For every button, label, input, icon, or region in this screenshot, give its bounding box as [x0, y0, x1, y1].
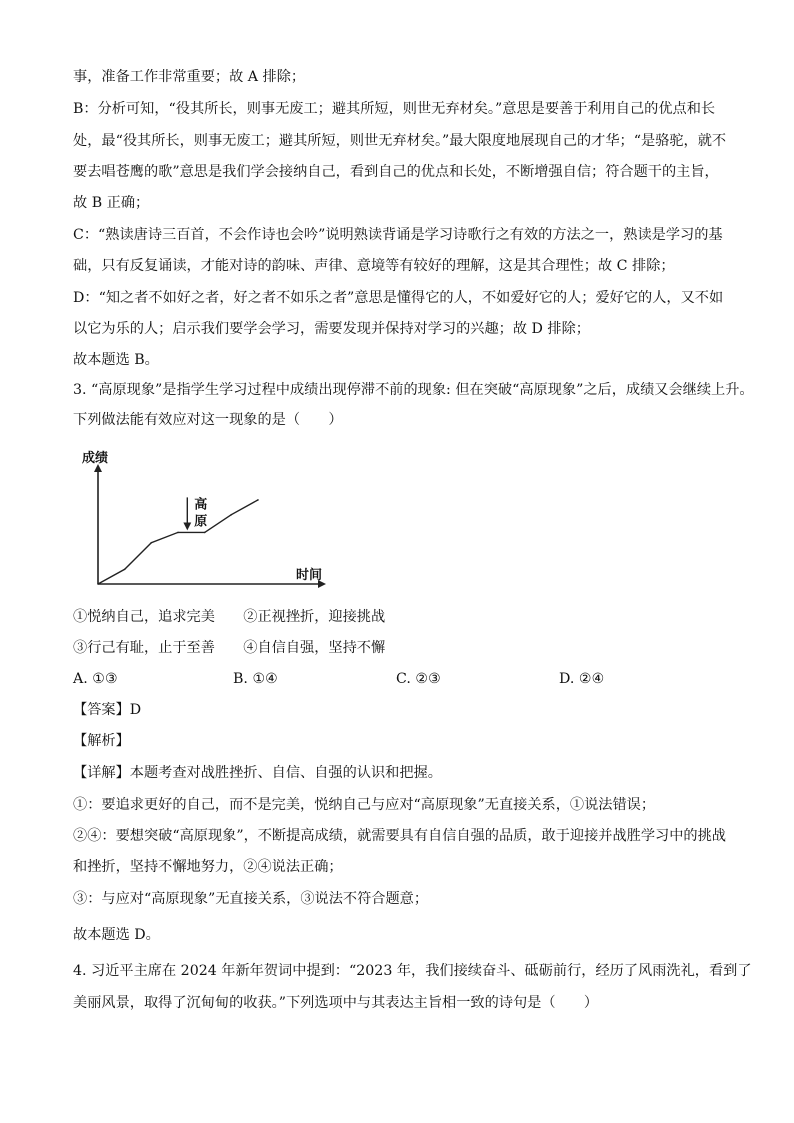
explanation-2-4: ②④：要想突破“高原现象”，不断提高成绩，就需要具有自信自强的品质，敢于迎接并战胜学习中的挑战 [73, 828, 726, 844]
option-c[interactable]: C. ②③ [396, 671, 441, 687]
detail-intro: 【详解】本题考查对战胜挫折、自信、自强的认识和把握。 [73, 765, 442, 781]
question-4-stem-continued: 美丽风景，取得了沉甸甸的收获。”下列选项中与其表达主旨相一致的诗句是（ ） [73, 995, 599, 1011]
explanation-2-4-continued: 和挫折，坚持不懈地努力，②④说法正确； [73, 859, 343, 875]
series-points [97, 499, 259, 585]
option-c-analysis-line: C：“熟读唐诗三百首，不会作诗也会吟”说明熟读背诵是学习诗歌行之有效的方法之一，熟读是学习的基 [73, 227, 723, 243]
series-point [97, 583, 99, 585]
plateau-annotation-char: 原 [194, 514, 208, 530]
analysis-heading: 【解析】 [73, 733, 130, 749]
text-line: 以它为乐的人；启示我们要学会学习，需要发现并保持对学习的兴趣；故 D 排除； [73, 321, 590, 337]
score-series-line [98, 500, 258, 584]
series-point [204, 532, 206, 534]
question-3-stem-continued: 下列做法能有效应对这一现象的是（ ） [73, 412, 343, 428]
option-d[interactable]: D. ②④ [559, 671, 605, 687]
series-point [231, 514, 233, 516]
option-b-analysis-line: B：分析可知，“役其所长，则事无废工；避其所短，则世无弃材矣。”意思是要善于利用自己的优点和长 [73, 101, 716, 117]
option-a[interactable]: A. ①③ [73, 671, 118, 687]
conclusion-line: 故本题选 D。 [73, 927, 160, 943]
text-line: 要去唱苍鹰的歌”意思是我们学会接纳自己，看到自己的优点和长处，不断增强自信；符合题干的主旨， [73, 164, 719, 180]
text-line: 础，只有反复诵读，才能对诗的韵味、声律、意境等有较好的理解，这是其合理性；故 C 排除； [73, 258, 675, 274]
text-line: 处，最“役其所长，则事无废工；避其所短，则世无弃材矣。”最大限度地展现自己的才华；“是骆驼，就不 [73, 133, 727, 149]
text-line: 故 B 正确； [73, 195, 150, 211]
series-point [257, 499, 259, 501]
plateau-line-chart [72, 444, 334, 594]
explanation-3: ③：与应对“高原现象”无直接关系，③说法不符合题意； [73, 891, 429, 907]
series-point [151, 542, 153, 544]
option-b[interactable]: B. ①④ [233, 671, 278, 687]
y-axis-label: 成绩 [82, 451, 109, 466]
answer-options [73, 669, 713, 689]
answer-label: 【答案】D [73, 702, 142, 718]
plateau-annotation-char: 高 [194, 497, 208, 513]
statements-3-4: ③行己有耻，止于至善 ④自信自强，坚持不懈 [73, 640, 386, 656]
x-axis-label: 时间 [296, 568, 323, 583]
option-d-analysis-line: D：“知之者不如好之者，好之者不如乐之者”意思是懂得它的人，不如爱好它的人；爱好它的人，又不如 [73, 290, 724, 306]
series-point [124, 569, 126, 571]
conclusion-line: 故本题选 B。 [73, 352, 159, 368]
question-4-stem: 4. 习近平主席在 2024 年新年贺词中提到：“2023 年，我们接续奋斗、砥砺前行，经历了风雨洗礼，看到了 [73, 963, 752, 979]
series-point [177, 532, 179, 534]
question-3-stem: 3. “高原现象”是指学生学习过程中成绩出现停滞不前的现象: 但在突破“高原现象”之后，成绩又会继续上升。 [73, 382, 754, 398]
explanation-1: ①：要追求更好的自己，而不是完美，悦纳自己与应对“高原现象”无直接关系，①说法错误； [73, 797, 656, 813]
statements-1-2: ①悦纳自己，追求完美 ②正视挫折，迎接挑战 [73, 609, 386, 625]
text-line: 事，准备工作非常重要；故 A 排除； [73, 69, 306, 85]
